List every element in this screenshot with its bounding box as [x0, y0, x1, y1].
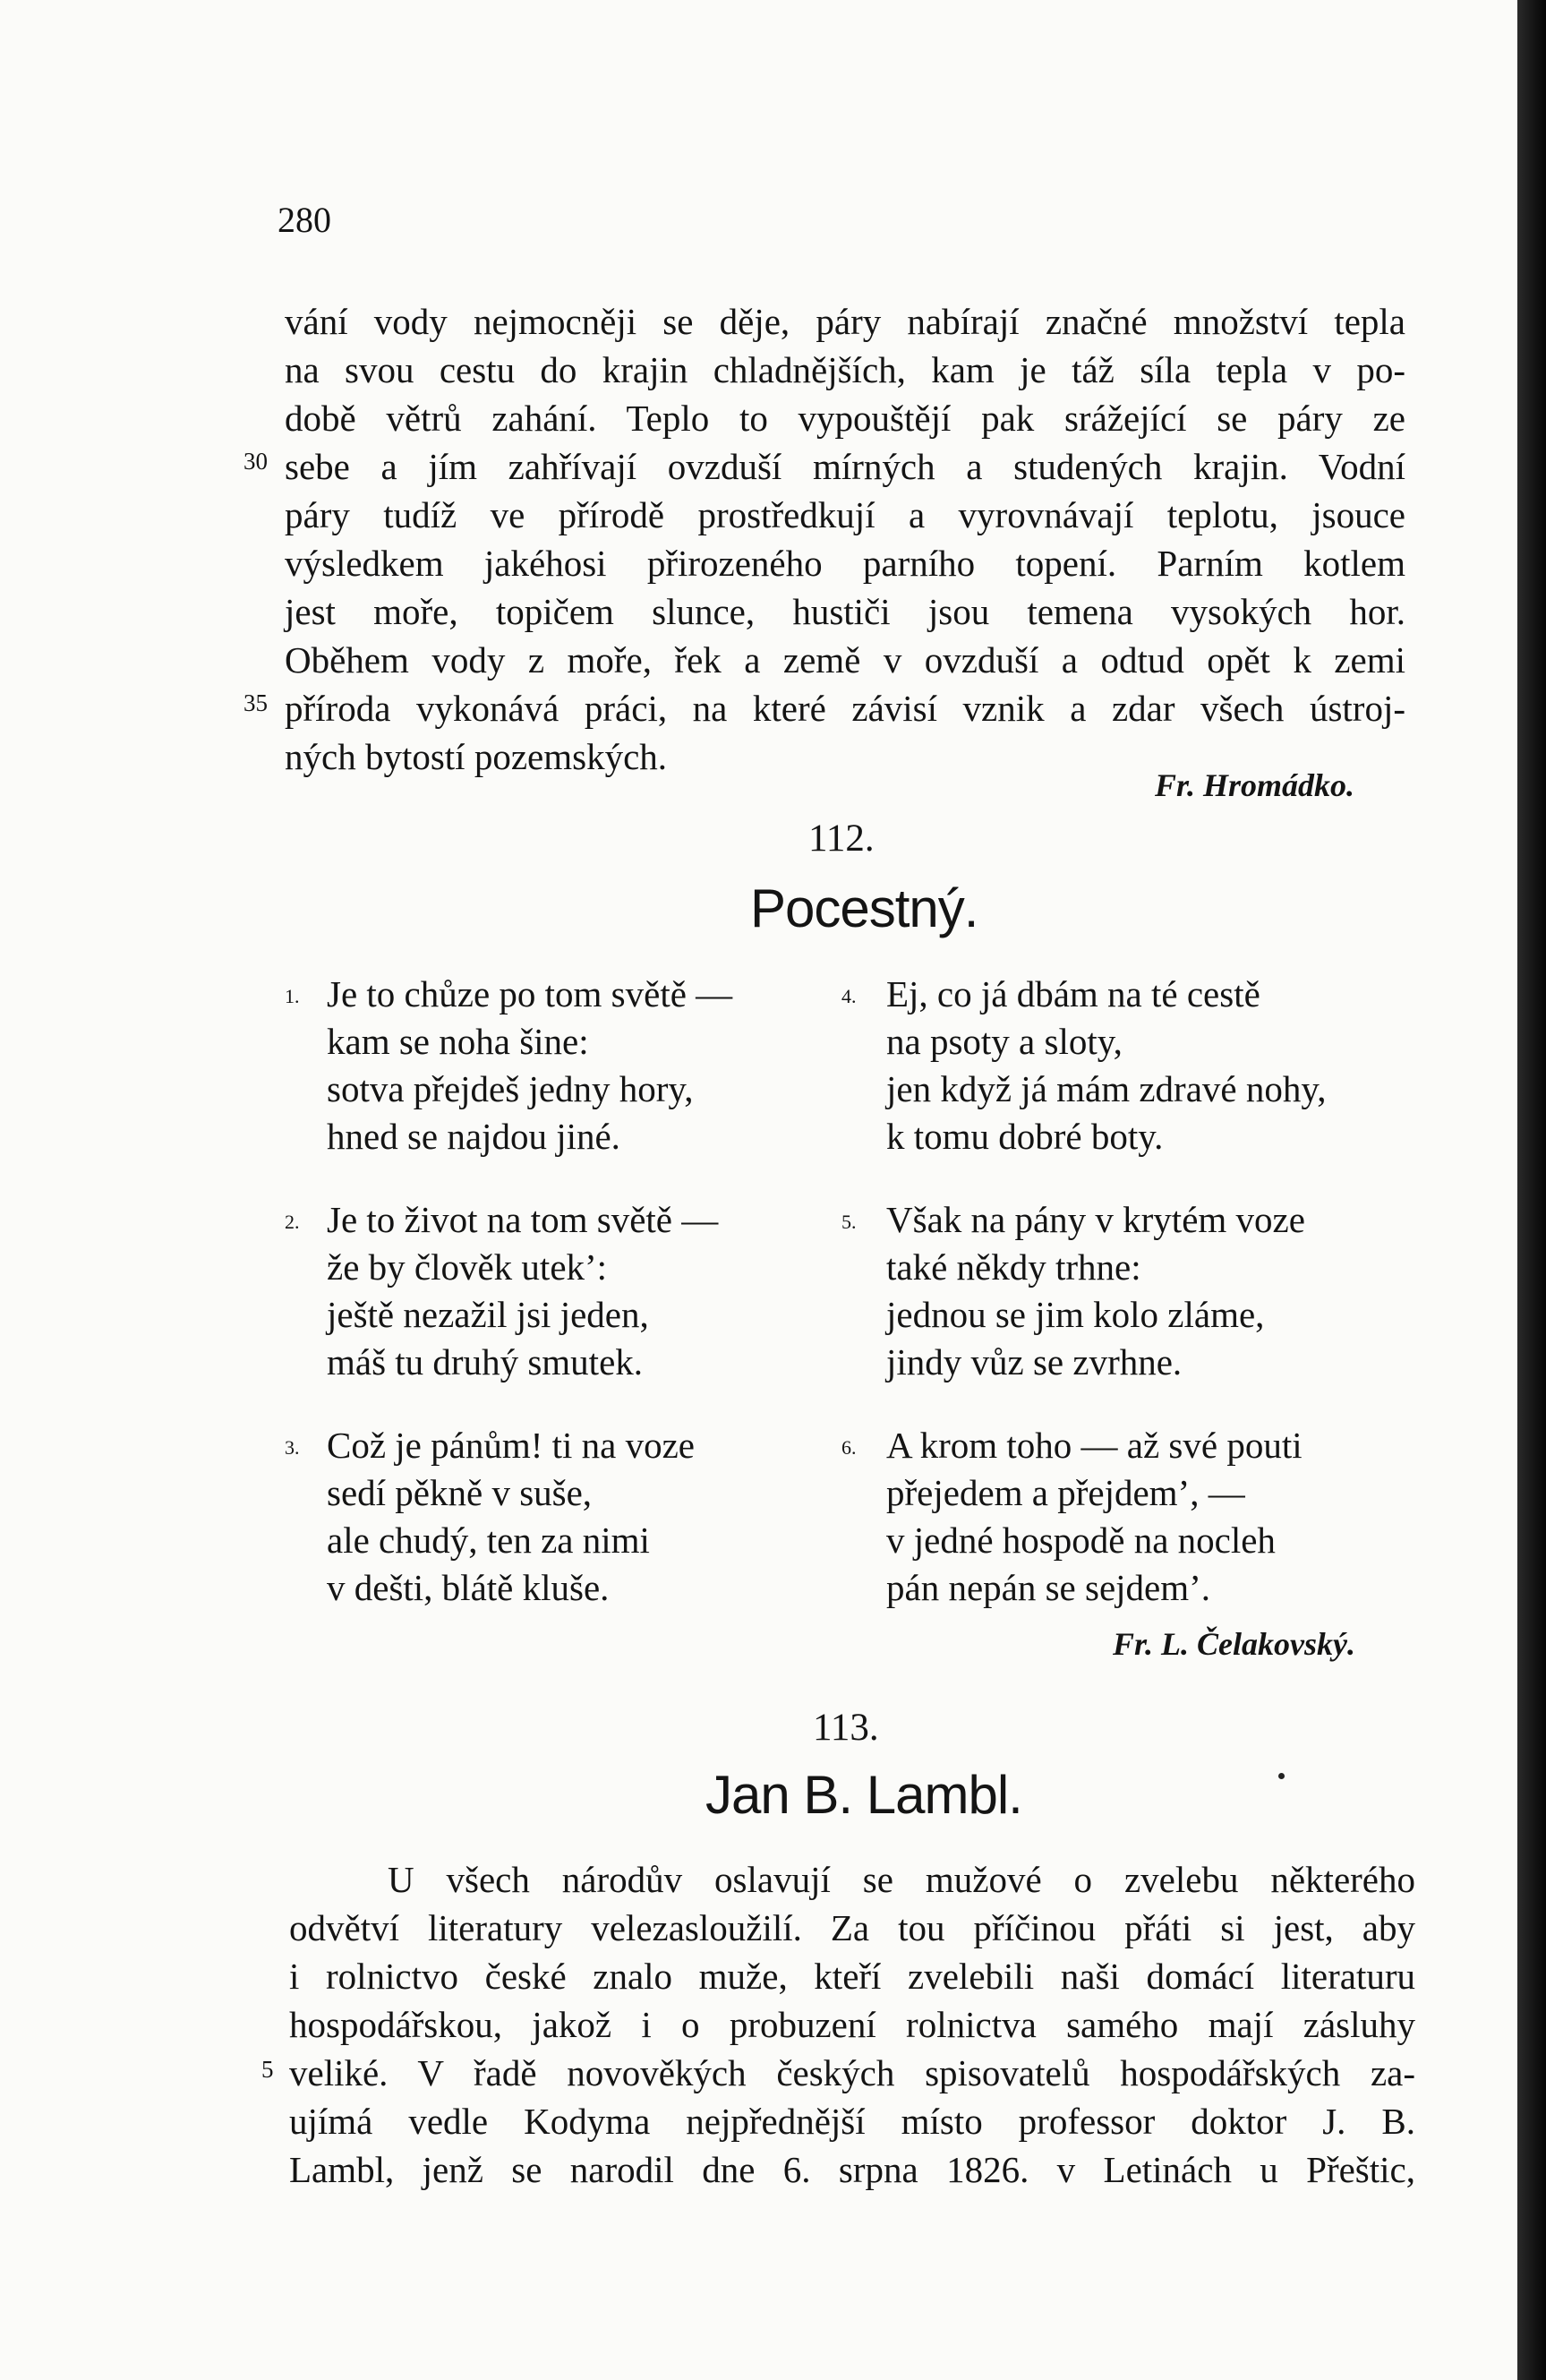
verse-line: jednou se jim kolo zláme,: [886, 1294, 1265, 1335]
stanza: [327, 1196, 718, 1386]
verse-line: ještě nezažil jsi jeden,: [327, 1294, 649, 1335]
prose-line: příroda vykonává práci, na které závisí vznik a zdar všech ústroj-: [285, 688, 1405, 729]
verse-line: pán nepán se sejdem’.: [886, 1567, 1211, 1608]
verse-line: hned se najdou jiné.: [327, 1116, 620, 1157]
verse-line: Ej, co já dbám na té cestě: [886, 973, 1260, 1014]
section-title: Jan B. Lambl.: [705, 1765, 1022, 1825]
prose-line: sebe a jím zahřívají ovzduší mírných a studených krajin. Vodní: [285, 446, 1405, 487]
verse-line: že by člověk utek’:: [327, 1246, 608, 1288]
prose-line: Oběhem vody z moře, řek a země v ovzduší a odtud opět k zemi: [285, 639, 1405, 681]
stanza: [886, 971, 1326, 1160]
prose-line: ujímá vedle Kodyma nejpřednější místo professor doktor J. B.: [289, 2101, 1415, 2142]
verse-line: jen když já mám zdravé nohy,: [886, 1068, 1327, 1109]
section-title: Pocestný.: [750, 878, 978, 938]
prose-line: veliké. V řadě novověkých českých spisovatelů hospodářských za-: [289, 2052, 1415, 2093]
verse-line: také někdy trhne:: [886, 1246, 1141, 1288]
prose-line: vání vody nejmocněji se děje, páry nabírají značné množství tepla: [285, 301, 1405, 342]
prose-line: Lambl, jenž se narodil dne 6. srpna 1826. v Letinách u Přeštic,: [289, 2149, 1415, 2190]
prose-line: na svou cestu do krajin chladnějších, kam je táž síla tepla v po-: [285, 349, 1405, 390]
verse-line: na psoty a sloty,: [886, 1021, 1123, 1062]
prose-line: výsledkem jakéhosi přirozeného parního topení. Parním kotlem: [285, 543, 1405, 584]
stanza: [327, 971, 732, 1160]
line-number: 30: [243, 448, 268, 475]
page-number: 280: [278, 200, 331, 240]
prose-line: době větrů zahání. Teplo to vypouštějí pak srážející se páry ze: [285, 398, 1405, 439]
author-attribution: Fr. Hromádko.: [1155, 767, 1355, 803]
stanza-number: 1.: [285, 985, 300, 1007]
verse-line: Však na pány v krytém voze: [886, 1199, 1305, 1240]
stanza-number: 3.: [285, 1436, 300, 1459]
stanza: [886, 1422, 1303, 1612]
verse-line: kam se noha šine:: [327, 1021, 589, 1062]
stanza-number: 4.: [841, 985, 857, 1007]
stanza-number: 5.: [841, 1211, 857, 1233]
verse-line: Je to život na tom světě —: [327, 1199, 719, 1240]
verse-line: v dešti, blátě kluše.: [327, 1567, 610, 1608]
prose-line: jest moře, topičem slunce, hustiči jsou temena vysokých hor.: [285, 591, 1405, 632]
scan-edge: [1517, 0, 1546, 2380]
line-number: 5: [261, 2056, 274, 2083]
section-number: 113.: [813, 1707, 879, 1749]
verse-line: sotva přejdeš jedny hory,: [327, 1068, 694, 1109]
stanza-number: 6.: [841, 1436, 857, 1459]
author-attribution: Fr. L. Čelakovský.: [1113, 1626, 1355, 1662]
verse-line: ale chudý, ten za nimi: [327, 1520, 650, 1561]
verse-line: A krom toho — až své pouti: [886, 1425, 1303, 1466]
verse-line: v jedné hospodě na nocleh: [886, 1520, 1276, 1561]
section-number: 112.: [808, 818, 875, 860]
stanza: [886, 1196, 1305, 1386]
print-speck: [1278, 1773, 1285, 1779]
prose-line: odvětví literatury velezasloužilí. Za tou příčinou přáti si jest, aby: [289, 1907, 1415, 1948]
stanza-number: 2.: [285, 1211, 300, 1233]
prose-line: U všech národův oslavují se mužové o zvelebu některého: [388, 1859, 1415, 1900]
verse-line: Je to chůze po tom světě —: [327, 973, 733, 1014]
line-number: 35: [243, 689, 268, 716]
verse-line: jindy vůz se zvrhne.: [886, 1341, 1183, 1383]
prose-line: hospodářskou, jakož i o probuzení rolnictva samého mají zásluhy: [289, 2004, 1415, 2045]
prose-line: i rolnictvo české znalo muže, kteří zvelebili naši domácí literaturu: [289, 1956, 1415, 1997]
verse-line: sedí pěkně v suše,: [327, 1472, 593, 1513]
stanza: [327, 1422, 695, 1612]
verse-line: Což je pánům! ti na voze: [327, 1425, 696, 1466]
verse-line: máš tu druhý smutek.: [327, 1341, 644, 1383]
prose-line: páry tudíž ve přírodě prostředkují a vyrovnávají teplotu, jsouce: [285, 494, 1405, 535]
verse-line: k tomu dobré boty.: [886, 1116, 1164, 1157]
prose-line: ných bytostí pozemských.: [285, 736, 668, 777]
verse-line: přejedem a přejdem’, —: [886, 1472, 1245, 1513]
